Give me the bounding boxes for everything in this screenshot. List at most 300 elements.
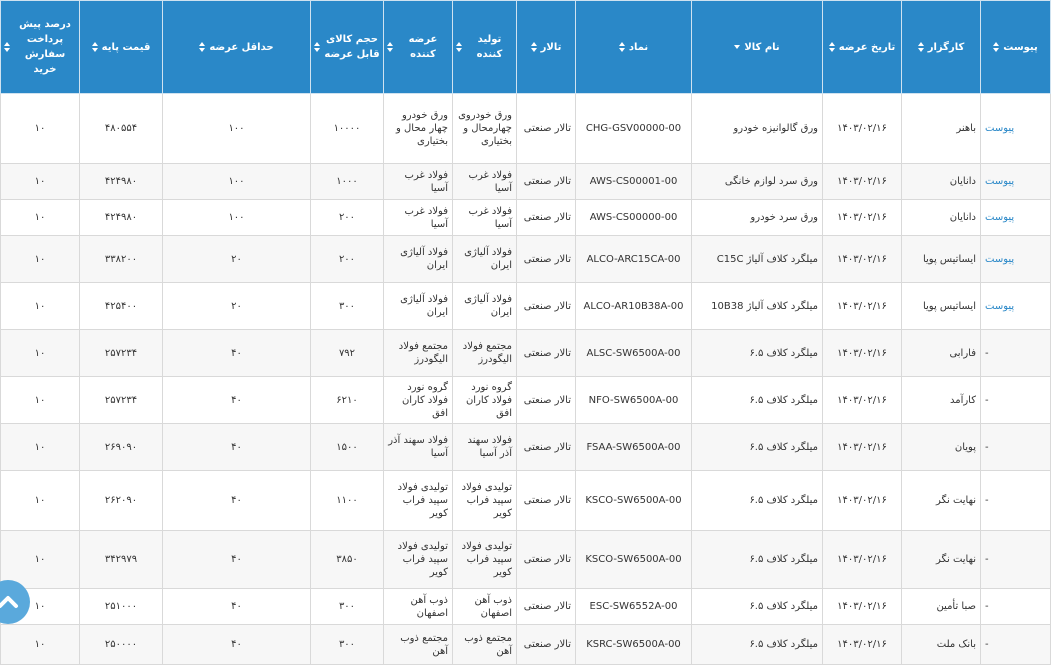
cell-text: - [985, 554, 989, 565]
cell-text: کارآمد [949, 394, 976, 406]
cell-text: تالار صنعتی [523, 176, 571, 187]
cell-base-price [80, 531, 163, 589]
cell-text: FSAA-SW6500A-00 [586, 441, 681, 453]
cell-text: میلگرد کلاف ۶.۵ [749, 394, 818, 406]
table-row [1, 377, 1051, 424]
cell-available-volume [311, 471, 384, 531]
cell-hall [517, 200, 576, 236]
cell-text: ۴۰ [231, 601, 242, 612]
sort-icon [387, 42, 393, 52]
cell-prepayment-percent [1, 625, 80, 665]
cell-text: - [985, 441, 989, 453]
cell-producer [453, 283, 517, 330]
cell-broker [902, 377, 981, 424]
cell-offer-date [823, 330, 902, 377]
cell-available-volume [311, 94, 384, 164]
cell-min-offer [163, 236, 311, 283]
cell-supplier [384, 377, 453, 424]
cell-text: فولاد غرب آسیا [404, 169, 448, 194]
cell-text: ۲۵۰۰۰۰ [104, 639, 138, 650]
cell-text: ۱۰ [34, 639, 46, 650]
cell-prepayment-percent [1, 200, 80, 236]
cell-text: ۱۰ [34, 123, 46, 134]
cell-symbol [576, 589, 692, 625]
cell-prepayment-percent [1, 94, 80, 164]
cell-min-offer [163, 330, 311, 377]
cell-base-price [80, 94, 163, 164]
cell-base-price [80, 283, 163, 330]
cell-text: ورق سرد لوازم خانگی [724, 176, 818, 187]
cell-text: ۱۰ [34, 300, 46, 312]
cell-symbol [576, 424, 692, 471]
cell-text: ۱۰۰۰۰ [333, 123, 361, 134]
cell-text: تولیدی فولاد سپید فراب کویر [397, 482, 448, 519]
cell-text: ۱۰ [34, 554, 46, 565]
cell-product-name [692, 471, 823, 531]
sort-icon [4, 42, 10, 52]
table-row [1, 164, 1051, 200]
table-row [1, 200, 1051, 236]
cell-attachment [981, 531, 1051, 589]
cell-text: ۴۰ [231, 394, 242, 406]
cell-text: تالار صنعتی [523, 123, 571, 134]
cell-broker [902, 164, 981, 200]
cell-attachment [981, 589, 1051, 625]
cell-product-name [692, 424, 823, 471]
cell-text: KSCO-SW6500A-00 [585, 495, 682, 506]
cell-broker [902, 625, 981, 665]
cell-supplier [384, 625, 453, 665]
cell-min-offer [163, 377, 311, 424]
cell-producer [453, 164, 517, 200]
cell-offer-date [823, 236, 902, 283]
cell-available-volume [311, 330, 384, 377]
cell-text: ۴۲۴۹۸۰ [104, 176, 138, 187]
cell-text: ۱۴۰۳/۰۲/۱۶ [837, 495, 887, 506]
cell-text: گروه نورد فولاد کاران افق [465, 381, 512, 419]
cell-text: ۱۴۰۳/۰۲/۱۶ [837, 441, 887, 453]
attachment-link[interactable]: پیوست [985, 176, 1015, 187]
cell-text: ۲۵۱۰۰۰ [104, 601, 138, 612]
cell-offer-date [823, 471, 902, 531]
cell-hall [517, 424, 576, 471]
cell-text: مجتمع ذوب آهن [464, 632, 512, 657]
cell-text: ۴۰ [231, 347, 242, 359]
cell-text: گروه نورد فولاد کاران افق [401, 381, 448, 419]
sort-icon [619, 42, 625, 52]
cell-text: تالار صنعتی [523, 554, 571, 565]
table-row [1, 236, 1051, 283]
cell-text: ۶۲۱۰ [336, 394, 358, 406]
table-header [1, 1, 1051, 94]
attachment-link[interactable]: پیوست [985, 123, 1015, 134]
cell-prepayment-percent [1, 164, 80, 200]
cell-text: ذوب آهن اصفهان [474, 594, 512, 619]
cell-symbol [576, 94, 692, 164]
cell-supplier [384, 94, 453, 164]
cell-product-name [692, 94, 823, 164]
cell-attachment [981, 424, 1051, 471]
cell-text: فولاد غرب آسیا [468, 205, 512, 230]
cell-product-name [692, 236, 823, 283]
chevron-up-icon [0, 595, 19, 609]
cell-text: ۱۴۰۳/۰۲/۱۶ [837, 394, 887, 406]
column-header-label: تولید کننده [476, 34, 503, 60]
cell-text: میلگرد کلاف ۶.۵ [749, 495, 818, 506]
cell-text: ۱۴۰۳/۰۲/۱۶ [837, 123, 887, 134]
cell-text: میلگرد کلاف ۶.۵ [749, 441, 818, 453]
header-row [1, 1, 1051, 94]
cell-supplier [384, 471, 453, 531]
cell-prepayment-percent [1, 330, 80, 377]
cell-text: ۱۴۰۳/۰۲/۱۶ [837, 639, 887, 650]
column-header-broker[interactable] [902, 1, 981, 94]
cell-offer-date [823, 424, 902, 471]
cell-text: فارابی [949, 347, 976, 359]
cell-broker [902, 283, 981, 330]
cell-text: ۱۰۰ [228, 123, 245, 134]
cell-text: مجتمع ذوب آهن [400, 632, 448, 657]
table-row [1, 625, 1051, 665]
cell-text: ۱۵۰۰ [336, 441, 358, 453]
cell-text: مجتمع فولاد الیگودرز [462, 341, 512, 365]
cell-symbol [576, 531, 692, 589]
cell-text: ۲۵۷۲۳۴ [104, 394, 138, 406]
cell-text: ۲۵۷۲۳۴ [104, 347, 138, 359]
cell-text: ۲۰ [231, 300, 242, 312]
cell-text: ۱۱۰۰ [336, 495, 358, 506]
column-header-label: حجم کالای قابل عرضه [324, 34, 380, 60]
cell-text: ۲۶۲۰۹۰ [104, 495, 138, 506]
cell-text: ایساتیس پویا [922, 253, 976, 265]
cell-available-volume [311, 531, 384, 589]
column-header-hall[interactable] [517, 1, 576, 94]
cell-text: ۱۰ [34, 347, 46, 359]
cell-text: CHG-GSV00000-00 [585, 123, 682, 134]
column-header-supplier[interactable] [384, 1, 453, 94]
attachment-link[interactable]: پیوست [985, 300, 1015, 312]
cell-symbol [576, 377, 692, 424]
cell-text: پویان [954, 441, 976, 453]
cell-text: ۱۴۰۳/۰۲/۱۶ [837, 347, 887, 359]
cell-text: NFO-SW6500A-00 [588, 394, 679, 406]
cell-product-name [692, 377, 823, 424]
cell-supplier [384, 330, 453, 377]
attachment-link[interactable]: پیوست [985, 212, 1015, 223]
cell-text: میلگرد کلاف ۶.۵ [749, 347, 818, 359]
cell-text: ۴۰ [231, 495, 242, 506]
cell-text: تالار صنعتی [523, 441, 571, 453]
cell-text: ۱۰ [34, 212, 46, 223]
attachment-link[interactable]: پیوست [985, 253, 1015, 265]
cell-producer [453, 377, 517, 424]
cell-text: ۱۴۰۳/۰۲/۱۶ [837, 601, 887, 612]
cell-product-name [692, 164, 823, 200]
cell-offer-date [823, 625, 902, 665]
cell-text: ۲۰۰ [338, 253, 356, 265]
cell-attachment [981, 164, 1051, 200]
cell-text: میلگرد کلاف ۶.۵ [749, 639, 818, 650]
cell-offer-date [823, 377, 902, 424]
cell-supplier [384, 531, 453, 589]
cell-min-offer [163, 164, 311, 200]
sort-icon [314, 42, 320, 52]
cell-text: ۴۸۰۵۵۴ [104, 123, 138, 134]
column-header-min-offer[interactable] [163, 1, 311, 94]
cell-attachment [981, 471, 1051, 531]
cell-text: فولاد غرب آسیا [404, 205, 448, 230]
cell-hall [517, 589, 576, 625]
cell-broker [902, 531, 981, 589]
cell-min-offer [163, 200, 311, 236]
cell-text: ۴۲۴۹۸۰ [104, 212, 138, 223]
cell-text: مجتمع فولاد الیگودرز [398, 341, 448, 365]
column-header-label: عرضه کننده [408, 34, 438, 60]
cell-text: ۱۴۰۳/۰۲/۱۶ [837, 554, 887, 565]
sort-icon [918, 42, 924, 52]
cell-text: میلگرد کلاف ۶.۵ [749, 554, 818, 565]
column-header-offer-date[interactable] [823, 1, 902, 94]
sort-icon [92, 42, 98, 52]
cell-text: تالار صنعتی [523, 253, 571, 265]
cell-text: - [985, 394, 989, 406]
cell-supplier [384, 283, 453, 330]
cell-product-name [692, 330, 823, 377]
cell-text: - [985, 601, 989, 612]
cell-text: تالار صنعتی [523, 347, 571, 359]
cell-text: فولاد سهند آذر آسیا [467, 435, 512, 459]
cell-text: ۱۰ [34, 601, 46, 612]
cell-symbol [576, 330, 692, 377]
cell-text: ALSC-SW6500A-00 [586, 347, 681, 359]
cell-text: ۲۰ [231, 253, 242, 265]
cell-text: ورق گالوانیزه خودرو [733, 123, 818, 134]
cell-broker [902, 589, 981, 625]
cell-symbol [576, 471, 692, 531]
table-row [1, 94, 1051, 164]
cell-symbol [576, 200, 692, 236]
column-header-attachment[interactable] [981, 1, 1051, 94]
cell-offer-date [823, 164, 902, 200]
cell-supplier [384, 200, 453, 236]
cell-offer-date [823, 200, 902, 236]
cell-text: ۴۰ [231, 639, 242, 650]
cell-text: صبا تأمین [936, 601, 976, 612]
cell-symbol [576, 283, 692, 330]
cell-attachment [981, 200, 1051, 236]
cell-broker [902, 330, 981, 377]
cell-text: تالار صنعتی [523, 639, 571, 650]
cell-text: ۳۸۵۰ [336, 554, 358, 565]
cell-text: ذوب آهن اصفهان [410, 594, 448, 619]
column-header-label: حداقل عرضه [209, 41, 274, 53]
cell-symbol [576, 164, 692, 200]
sort-icon [531, 42, 537, 52]
cell-text: ۱۰۰ [228, 212, 245, 223]
cell-text: - [985, 639, 989, 650]
column-header-label: تاریخ عرضه [838, 41, 896, 53]
sort-icon [993, 42, 999, 52]
cell-base-price [80, 589, 163, 625]
cell-offer-date [823, 531, 902, 589]
table-body [1, 94, 1051, 665]
cell-available-volume [311, 377, 384, 424]
cell-hall [517, 94, 576, 164]
cell-producer [453, 589, 517, 625]
cell-prepayment-percent [1, 471, 80, 531]
cell-prepayment-percent [1, 377, 80, 424]
cell-text: ۱۰ [34, 176, 46, 187]
cell-hall [517, 283, 576, 330]
cell-text: دانایان [949, 212, 976, 223]
cell-text: ALCO-ARC15CA-00 [586, 253, 681, 265]
cell-offer-date [823, 94, 902, 164]
cell-text: ۱۰ [34, 495, 46, 506]
cell-text: تولیدی فولاد سپید فراب کویر [461, 482, 512, 519]
cell-min-offer [163, 531, 311, 589]
cell-base-price [80, 377, 163, 424]
cell-text: ۱۴۰۳/۰۲/۱۶ [837, 300, 887, 312]
cell-product-name [692, 283, 823, 330]
column-header-label: قیمت پایه [101, 41, 151, 53]
cell-text: ۲۰۰ [338, 212, 356, 223]
cell-text: فولاد آلیاژی ایران [400, 247, 448, 271]
cell-min-offer [163, 589, 311, 625]
cell-text: ۴۰ [231, 554, 242, 565]
table-row [1, 330, 1051, 377]
cell-producer [453, 94, 517, 164]
cell-text: ۱۰۰ [228, 176, 245, 187]
cell-attachment [981, 236, 1051, 283]
cell-text: ۷۹۲ [338, 347, 356, 359]
cell-text: ESC-SW6552A-00 [589, 601, 678, 612]
column-header-label: درصد پیش پرداخت سفارش خرید [19, 19, 71, 75]
cell-text: فولاد سهند آذر آسیا [388, 435, 448, 459]
cell-product-name [692, 625, 823, 665]
cell-text: فولاد غرب آسیا [468, 169, 512, 194]
column-header-label: کارگزار [927, 41, 965, 53]
cell-available-volume [311, 200, 384, 236]
cell-text: تالار صنعتی [523, 212, 571, 223]
cell-prepayment-percent [1, 283, 80, 330]
cell-available-volume [311, 589, 384, 625]
cell-text: ۱۴۰۳/۰۲/۱۶ [837, 253, 887, 265]
column-header-label: تالار [540, 41, 562, 53]
cell-base-price [80, 471, 163, 531]
cell-text: تالار صنعتی [523, 394, 571, 406]
table-row [1, 424, 1051, 471]
cell-text: ۱۰ [34, 394, 46, 406]
cell-text: ۴۲۵۴۰۰ [104, 300, 138, 312]
table-row [1, 531, 1051, 589]
cell-text: تالار صنعتی [523, 495, 571, 506]
cell-text: میلگرد کلاف ۶.۵ [749, 601, 818, 612]
cell-text: AWS-CS00001-00 [589, 176, 678, 187]
cell-text: ۱۰۰۰ [336, 176, 358, 187]
cell-text: فولاد آلیاژی ایران [464, 294, 512, 318]
cell-prepayment-percent [1, 236, 80, 283]
cell-base-price [80, 236, 163, 283]
cell-product-name [692, 200, 823, 236]
cell-text: ۱۴۰۳/۰۲/۱۶ [837, 176, 887, 187]
cell-product-name [692, 589, 823, 625]
cell-text: - [985, 495, 989, 506]
cell-supplier [384, 164, 453, 200]
cell-attachment [981, 377, 1051, 424]
cell-hall [517, 531, 576, 589]
cell-base-price [80, 200, 163, 236]
cell-base-price [80, 164, 163, 200]
cell-broker [902, 236, 981, 283]
cell-text: میلگرد کلاف آلیاژ 10B38 [711, 300, 818, 312]
cell-symbol [576, 236, 692, 283]
column-header-product-name[interactable] [692, 1, 823, 94]
sort-icon [199, 42, 205, 52]
cell-producer [453, 330, 517, 377]
cell-broker [902, 471, 981, 531]
cell-min-offer [163, 94, 311, 164]
cell-available-volume [311, 625, 384, 665]
cell-supplier [384, 589, 453, 625]
cell-text: ALCO-AR10B38A-00 [583, 300, 684, 312]
cell-text: KSRC-SW6500A-00 [586, 639, 681, 650]
cell-min-offer [163, 283, 311, 330]
cell-text: ۱۴۰۳/۰۲/۱۶ [837, 212, 887, 223]
cell-hall [517, 471, 576, 531]
cell-producer [453, 531, 517, 589]
cell-text: فولاد آلیاژی ایران [464, 247, 512, 271]
cell-text: ۱۰ [34, 253, 46, 265]
column-header-producer[interactable] [453, 1, 517, 94]
cell-min-offer [163, 625, 311, 665]
cell-attachment [981, 625, 1051, 665]
cell-text: ۳۴۲۹۷۹ [104, 554, 138, 565]
cell-text: ۳۰۰ [338, 300, 356, 312]
cell-producer [453, 236, 517, 283]
column-header-available-volume[interactable] [311, 1, 384, 94]
column-header-prepayment-percent[interactable] [1, 1, 80, 94]
cell-available-volume [311, 424, 384, 471]
column-header-symbol[interactable] [576, 1, 692, 94]
cell-min-offer [163, 424, 311, 471]
sort-desc-icon [734, 45, 740, 49]
cell-hall [517, 164, 576, 200]
cell-text: ۳۰۰ [338, 639, 356, 650]
cell-text: ایساتیس پویا [922, 300, 976, 312]
cell-text: ورق خودروی چهارمحال و بختیاری [458, 110, 512, 147]
cell-text: تالار صنعتی [523, 601, 571, 612]
table-row [1, 283, 1051, 330]
cell-hall [517, 236, 576, 283]
cell-text: میلگرد کلاف آلیاژ C15C [716, 253, 818, 265]
cell-text: - [985, 347, 989, 359]
cell-text: بانک ملت [936, 639, 976, 650]
cell-attachment [981, 283, 1051, 330]
column-header-base-price[interactable] [80, 1, 163, 94]
cell-prepayment-percent [1, 424, 80, 471]
cell-text: ۱۰ [34, 441, 46, 453]
cell-text: نهایت نگر [935, 495, 976, 506]
cell-text: ۳۳۸۲۰۰ [104, 253, 138, 265]
cell-producer [453, 471, 517, 531]
cell-min-offer [163, 471, 311, 531]
cell-text: ورق خودرو چهار محال و بختیاری [396, 110, 448, 147]
cell-producer [453, 200, 517, 236]
sort-icon [829, 42, 835, 52]
cell-hall [517, 625, 576, 665]
cell-offer-date [823, 283, 902, 330]
table-row [1, 589, 1051, 625]
